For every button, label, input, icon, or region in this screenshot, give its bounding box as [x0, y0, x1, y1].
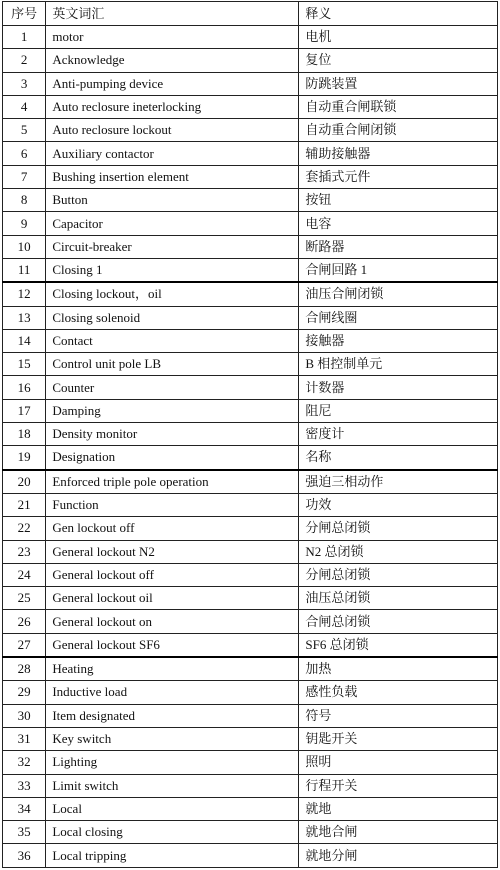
table-row [3, 423, 498, 446]
row-chinese-meaning: 名称 [299, 446, 498, 470]
row-number: 16 [3, 376, 46, 399]
row-english-term: Gen lockout off [46, 517, 299, 540]
row-chinese-meaning: 自动重合闸联锁 [299, 95, 498, 118]
row-chinese-meaning: 照明 [299, 751, 498, 774]
row-chinese-meaning: 辅助接触器 [299, 142, 498, 165]
row-english-term: Counter [46, 376, 299, 399]
row-chinese-meaning: SF6 总闭锁 [299, 633, 498, 657]
row-english-term: Inductive load [46, 681, 299, 704]
row-chinese-meaning: 电机 [299, 26, 498, 49]
table-row [3, 212, 498, 235]
row-number: 11 [3, 258, 46, 282]
table-row [3, 540, 498, 563]
row-chinese-meaning: 加热 [299, 657, 498, 681]
row-number: 18 [3, 423, 46, 446]
row-number: 24 [3, 563, 46, 586]
row-chinese-meaning: 断路器 [299, 235, 498, 258]
row-chinese-meaning: 防跳装置 [299, 72, 498, 95]
row-number: 6 [3, 142, 46, 165]
row-number: 15 [3, 353, 46, 376]
row-english-term: General lockout on [46, 610, 299, 633]
table-row [3, 235, 498, 258]
row-number: 14 [3, 329, 46, 352]
row-number: 8 [3, 189, 46, 212]
table-row [3, 142, 498, 165]
row-number: 2 [3, 49, 46, 72]
row-number: 5 [3, 119, 46, 142]
row-number: 26 [3, 610, 46, 633]
table-row [3, 657, 498, 681]
row-number: 29 [3, 681, 46, 704]
row-number: 25 [3, 587, 46, 610]
row-number: 10 [3, 235, 46, 258]
row-english-term: Local closing [46, 821, 299, 844]
row-english-term: Item designated [46, 704, 299, 727]
row-chinese-meaning: 接触器 [299, 329, 498, 352]
row-number: 9 [3, 212, 46, 235]
row-english-term: General lockout oil [46, 587, 299, 610]
row-english-term: Key switch [46, 727, 299, 750]
row-chinese-meaning: 合闸线圈 [299, 306, 498, 329]
header-chinese: 释义 [299, 2, 498, 26]
table-row [3, 517, 498, 540]
row-chinese-meaning: 就地 [299, 797, 498, 820]
table-row [3, 821, 498, 844]
row-english-term: motor [46, 26, 299, 49]
table-row [3, 376, 498, 399]
row-chinese-meaning: 钥匙开关 [299, 727, 498, 750]
table-row [3, 49, 498, 72]
row-english-term: Closing solenoid [46, 306, 299, 329]
row-english-term: Control unit pole LB [46, 353, 299, 376]
table-row [3, 610, 498, 633]
row-chinese-meaning: 强迫三相动作 [299, 470, 498, 494]
row-english-term: General lockout SF6 [46, 633, 299, 657]
row-english-term: Function [46, 493, 299, 516]
table-row [3, 165, 498, 188]
row-english-term: Density monitor [46, 423, 299, 446]
row-chinese-meaning: 复位 [299, 49, 498, 72]
row-english-term: Contact [46, 329, 299, 352]
table-row [3, 587, 498, 610]
row-number: 27 [3, 633, 46, 657]
header-no: 序号 [3, 2, 46, 26]
row-number: 17 [3, 399, 46, 422]
table-row [3, 306, 498, 329]
row-chinese-meaning: 合闸总闭锁 [299, 610, 498, 633]
row-chinese-meaning: 分闸总闭锁 [299, 563, 498, 586]
row-english-term: Closing 1 [46, 258, 299, 282]
row-chinese-meaning: 就地分闸 [299, 844, 498, 867]
row-chinese-meaning: 行程开关 [299, 774, 498, 797]
table-row [3, 751, 498, 774]
glossary-table-body [3, 2, 498, 868]
row-chinese-meaning: 阻尼 [299, 399, 498, 422]
table-row [3, 681, 498, 704]
table-row [3, 353, 498, 376]
row-chinese-meaning: N2 总闭锁 [299, 540, 498, 563]
table-row [3, 95, 498, 118]
row-chinese-meaning: 就地合闸 [299, 821, 498, 844]
row-number: 12 [3, 282, 46, 306]
row-english-term: Bushing insertion element [46, 165, 299, 188]
row-chinese-meaning: 按钮 [299, 189, 498, 212]
row-number: 35 [3, 821, 46, 844]
row-number: 23 [3, 540, 46, 563]
row-chinese-meaning: 电容 [299, 212, 498, 235]
row-chinese-meaning: 分闸总闭锁 [299, 517, 498, 540]
row-number: 1 [3, 26, 46, 49]
table-row [3, 704, 498, 727]
row-chinese-meaning: 油压合闸闭锁 [299, 282, 498, 306]
glossary-table [2, 1, 498, 868]
table-row [3, 797, 498, 820]
row-number: 32 [3, 751, 46, 774]
table-row [3, 282, 498, 306]
row-chinese-meaning: 符号 [299, 704, 498, 727]
table-header-row [3, 2, 498, 26]
row-english-term: Closing lockout，oil [46, 282, 299, 306]
row-number: 7 [3, 165, 46, 188]
row-number: 30 [3, 704, 46, 727]
row-english-term: Enforced triple pole operation [46, 470, 299, 494]
row-english-term: Lighting [46, 751, 299, 774]
row-english-term: Local [46, 797, 299, 820]
row-english-term: General lockout off [46, 563, 299, 586]
row-english-term: Anti-pumping device [46, 72, 299, 95]
row-number: 28 [3, 657, 46, 681]
table-row [3, 844, 498, 867]
row-number: 20 [3, 470, 46, 494]
table-row [3, 26, 498, 49]
row-number: 34 [3, 797, 46, 820]
table-row [3, 774, 498, 797]
row-english-term: Local tripping [46, 844, 299, 867]
table-row [3, 329, 498, 352]
row-english-term: Auto reclosure ineterlocking [46, 95, 299, 118]
row-number: 31 [3, 727, 46, 750]
row-chinese-meaning: 密度计 [299, 423, 498, 446]
row-chinese-meaning: B 相控制单元 [299, 353, 498, 376]
row-english-term: Acknowledge [46, 49, 299, 72]
table-row [3, 399, 498, 422]
row-number: 36 [3, 844, 46, 867]
table-row [3, 563, 498, 586]
table-row [3, 258, 498, 282]
row-english-term: Limit switch [46, 774, 299, 797]
table-row [3, 493, 498, 516]
row-number: 3 [3, 72, 46, 95]
row-english-term: Auxiliary contactor [46, 142, 299, 165]
row-chinese-meaning: 自动重合闸闭锁 [299, 119, 498, 142]
row-number: 33 [3, 774, 46, 797]
row-number: 13 [3, 306, 46, 329]
row-chinese-meaning: 功效 [299, 493, 498, 516]
table-row [3, 470, 498, 494]
table-row [3, 633, 498, 657]
row-english-term: Button [46, 189, 299, 212]
row-number: 21 [3, 493, 46, 516]
row-english-term: Circuit-breaker [46, 235, 299, 258]
row-number: 4 [3, 95, 46, 118]
row-chinese-meaning: 合闸回路 1 [299, 258, 498, 282]
row-chinese-meaning: 感性负载 [299, 681, 498, 704]
row-number: 22 [3, 517, 46, 540]
row-english-term: Designation [46, 446, 299, 470]
table-row [3, 727, 498, 750]
table-row [3, 446, 498, 470]
row-english-term: Heating [46, 657, 299, 681]
row-chinese-meaning: 套插式元件 [299, 165, 498, 188]
header-english: 英文词汇 [46, 2, 299, 26]
row-number: 19 [3, 446, 46, 470]
row-english-term: Damping [46, 399, 299, 422]
row-english-term: Auto reclosure lockout [46, 119, 299, 142]
table-row [3, 72, 498, 95]
table-row [3, 119, 498, 142]
row-chinese-meaning: 油压总闭锁 [299, 587, 498, 610]
table-row [3, 189, 498, 212]
row-english-term: Capacitor [46, 212, 299, 235]
row-english-term: General lockout N2 [46, 540, 299, 563]
row-chinese-meaning: 计数器 [299, 376, 498, 399]
